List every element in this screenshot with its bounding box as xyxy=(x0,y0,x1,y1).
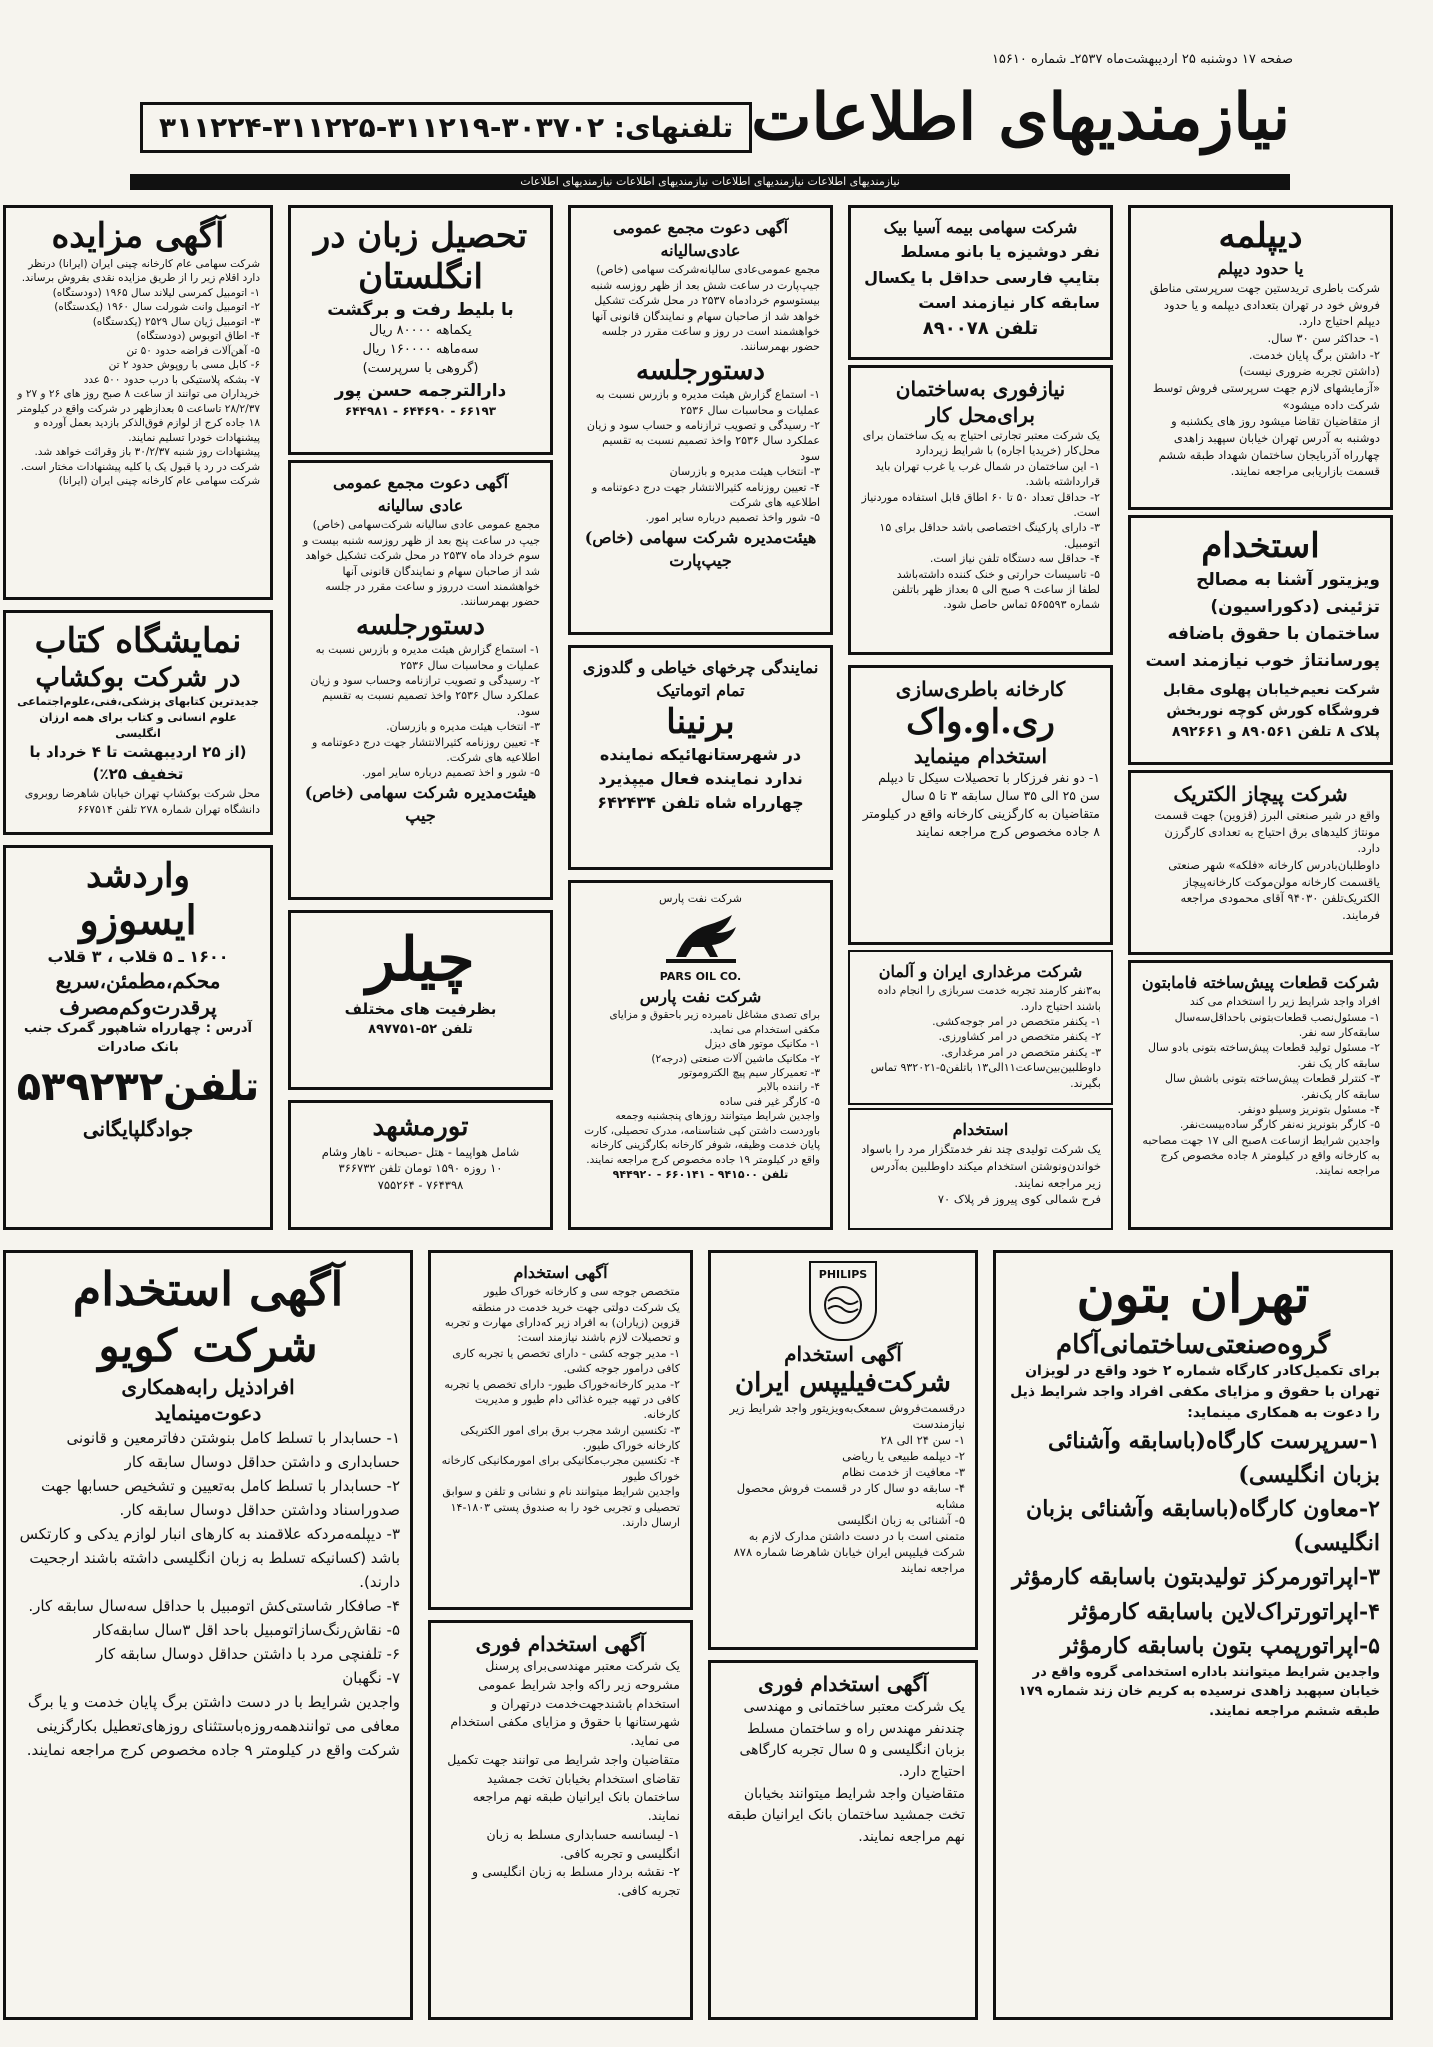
ad-ketab-body: جدیدترین کتابهای پزشکی،فنی،علوم‌اجتماعی علوم انسانی و کتاب برای همه ارزان انگلیسی xyxy=(17,695,259,741)
ad-famabeton xyxy=(1128,960,1393,1230)
pegasus-logo-icon xyxy=(581,911,820,965)
ad-pars-oil-logo-en: PARS OIL CO. xyxy=(659,969,742,983)
ad-chiller-brand: چیلر xyxy=(366,925,475,995)
ad-estekhdam-tolidi-title: استخدام xyxy=(952,1120,1009,1139)
ad-tehran-beton-item: ۲-معاون کارگاه(باسابقه وآشنائی بزبان انگلیسی) xyxy=(1026,1496,1380,1557)
ad-pichaz-title: شرکت پیچاز الکتریک xyxy=(1173,782,1348,806)
ad-batri-brand: ری.او.واک xyxy=(906,702,1055,742)
ad-isuzu-phone: تلفن۵۳۹۲۳۲ xyxy=(16,1063,260,1110)
ad-tahsil-phones: ۶۶۱۹۳ - ۶۴۴۶۹۰ - ۶۴۴۹۸۱ xyxy=(344,404,497,419)
ad-fori1-body: یک شرکت معتبر مهندسی‌برای پرسنل مشروحه زیر راکه واجد شرایط عمومی استخدام باشند‌جهت‌خدمت درتهران و شهرستانها با حقوق و مزایای مکفی استخدام می نماید. متقاضیان واجد شرایط می توانند جهت تکمیل تقاضای استخدام بخیابان تخت جمشید ساختمان بانک ایرانیان طبقه نهم مراجعه نمایند. ۱- لیسانسه حسابداری مسلط به زبان انگلیسی و تجربه کافی. ۲- نقشه بردار مسلط به زبان انگلیسی و تجربه کافی. xyxy=(447,1658,680,1898)
ad-isuzu-address: آدرس : چهارراه شاهپور گمرک جنب بانک صادرات xyxy=(23,1020,253,1055)
ad-koyo-subtitle: شرکت کویو xyxy=(98,1320,318,1372)
ad-fori1-title: آگهی استخدام فوری xyxy=(475,1632,646,1656)
ad-bernina-brand: برنینا xyxy=(666,702,735,743)
ad-pichaz-body: واقع در شیر صنعتی البرز (قزوین) جهت قسمت مونتاژ کلیدهای برق احتیاج به تعدادی کارگرزن دارد. داوطلبان‌بادرس کارخانه «فلکه» شهر صنعتی یاقسمت کارخانه مولن‌موکت کارخانه‌پیچاز الکتریک‌تلفن ۹۴۰۳۰ آقای محمودی مراجعه فرمایند. xyxy=(1154,808,1380,923)
ad-estekhdam3-title: آگهی استخدام xyxy=(513,1263,608,1282)
ad-pars-oil xyxy=(568,880,833,1230)
ad-bimeh-asia-body: نفر دوشیزه یا بانو مسلط بتایپ فارسی حداقل با یکسال سابقه کار نیازمند است xyxy=(864,242,1100,313)
ad-fori2-title: آگهی استخدام فوری xyxy=(758,1672,928,1696)
ad-tahsil-title: تحصیل زبان در انگلستان xyxy=(313,216,528,297)
ad-batri-body: ۱- دو نفر فرزکار با تحصیلات سیکل تا دیپلم سن ۲۵ الی ۳۵ سال سابقه ۳ تا ۵ سال متقاضیان به کارگزینی کارخانه واقع در کیلومتر ۸ جاده مخصوص کرج مراجعه نمایند xyxy=(862,769,1100,840)
ad-niazfori-body: یک شرکت معتبر تجارتی احتیاج به یک ساختمان برای محل‌کار (خریدیا اجاره) با شرایط زیردارد ۱- این ساختمان در شمال غرب یا غرب تهران باید قرارداشته باشد. ۲- حداقل تعداد ۵۰ تا ۶۰ اطاق قابل استفاده موردنیاز است. ۳- دارای پارکینگ اختصاصی باشد حداقل برای ۱۵ اتومبیل. ۴- حداقل سه دستگاه تلفن نیاز است. ۵- تاسیسات حرارتی و خنک کننده داشته‌باشد لطفا از ساعت ۹ صبح الی ۵ بعداز ظهر باتلفن شماره ۵۶۵۵۹۳ تماس حاصل شود. xyxy=(861,429,1100,612)
ad-tahsil-zaban xyxy=(288,205,553,455)
ad-diplomeh-body: شرکت باطری تریدستین جهت سرپرستی مناطق فروش خود در تهران بتعدادی دیپلمه و یا حدود دیپلم احتیاج دارد. ۱- حداکثر سن ۳۰ سال. ۲- داشتن برگ پایان خدمت. (داشتن تجربه ضروری نیست) «آزمایشهای لازم جهت سرپرستی فروش توسط شرکت داده میشود» از متقاضیان تقاضا میشود روز های یکشنبه و دوشنبه به آدرس تهران خیابان سپهبد زاهدی چهارراه آذربایجان ساختمان شهداد طبقه ششم قسمت بازاریابی مراجعه نمایند. xyxy=(1149,280,1380,479)
ad-majma1-signature: هیئت‌مدیره شرکت سهامی (خاص) جیپ‌پارت xyxy=(584,527,817,570)
ad-bernina-body: در شهرستانهائیکه نماینده ندارد نماینده فعال میپذیرد xyxy=(598,745,803,789)
ad-isuzu-name: جوادگلپایگانی xyxy=(82,1116,194,1141)
ad-tehran-beton-item: ۴-اپراتورتراک‌لاین باسابقه کارمؤثر xyxy=(1069,1598,1380,1625)
ad-bimeh-asia-phone: تلفن ۸۹۰۰۷۸ xyxy=(922,317,1039,339)
ad-tahsil-agency: دارالترجمه حسن پور xyxy=(334,380,507,401)
ad-estekhdam-naeim-title: استخدام xyxy=(1201,526,1320,566)
page-header-info: صفحه ۱۷ دوشنبه ۲۵ اردیبهشت‌ماه ۲۵۳۷ـ شماره ۱۵۶۱۰ xyxy=(991,52,1293,67)
ad-majma1-title: آگهی دعوت مجمع عمومی xyxy=(612,218,789,237)
ad-isuzu-line1: ۱۶۰۰ ـ ۵ قلاب ، ۳ قلاب xyxy=(47,946,229,966)
ad-bernina-address: چهارراه شاه تلفن ۶۴۲۴۳۴ xyxy=(597,793,804,813)
masthead xyxy=(130,80,1290,190)
ad-ketab xyxy=(3,610,273,835)
ad-pichaz xyxy=(1128,770,1393,955)
ad-pars-oil-title: شرکت نفت پارس xyxy=(639,986,762,1006)
ad-tahsil-line3: سه‌ماهه ۱۶۰۰۰۰ ریال xyxy=(362,342,479,358)
ad-tehran-beton-title: گروه‌صنعتی‌ساختمانی‌آکام xyxy=(1056,1329,1330,1360)
ad-philips-title: آگهی استخدام xyxy=(784,1342,902,1366)
ad-estekhdam-tolidi-body: یک شرکت تولیدی چند نفر خدمتگزار مرد را باسواد خواندن‌ونوشتن استخدام میکند داوطلبین به‌آدرس زیر مراجعه نمایند. فرح شمالی کوی پیروز فر پلاک ۷۰ xyxy=(861,1142,1101,1207)
ad-bimeh-asia xyxy=(848,205,1113,360)
ad-philips-body: درقسمت‌فروش سمعک‌به‌ویزیتور واجد شرایط زیر نیازمندست ۱- سن ۲۴ الی ۲۸ ۲- دیپلمه طبیعی یا ریاضی ۳- معافیت از خدمت نظام ۴- سابقه دو سال کار در قسمت فروش محصول مشابه ۵- آشنائی به زبان انگلیسی متمنی است با در دست داشتن مدارک لازم به شرکت فیلیپس ایران خیابان شاهرضا شماره ۸۷۸ مراجعه نمایند xyxy=(729,1400,965,1576)
ad-ketab-subtitle: در شرکت بوکشاپ xyxy=(35,662,241,693)
ad-tehran-beton xyxy=(993,1250,1393,2020)
ad-tahsil-line2: یکماهه ۸۰۰۰۰ ریال xyxy=(369,323,472,339)
ad-batri-subtitle: استخدام مینماید xyxy=(913,743,1048,768)
ad-koyo xyxy=(3,1250,413,2020)
ad-majma2-body: مجمع عمومی عادی سالیانه شرکت‌سهامی (خاص) جیپ در ساعت پنج بعد از ظهر روزسه شنبه بیست و سوم خرداد ماه ۲۵۳۷ در محل شرکت تشکیل خواهد شد از صاحبان سهام و نمایندگان قانونی آنها خواهشمند است درروز و ساعت مقرر در جلسه حضور بهمرسانند. xyxy=(302,518,540,609)
ad-tahsil-line4: (گروهی با سرپرست) xyxy=(362,360,479,376)
ad-majma2-agenda-title: دستورجلسه xyxy=(355,610,485,641)
ad-niazfori-title: نیازفوری به‌ساختمان برای‌محل کار xyxy=(895,377,1066,427)
ad-morghdari xyxy=(848,950,1113,1105)
ad-estekhdam-naeim-address: شرکت نعیم‌خیابان پهلوی مقابل فروشگاه کورش کوچه نوربخش پلاک ۸ تلفن ۸۹۰۵۶۱ و ۸۹۲۶۶۱ xyxy=(1162,681,1380,740)
ad-majma2-title: آگهی دعوت مجمع عمومی xyxy=(332,473,509,492)
ad-niazfori-sakhteman xyxy=(848,365,1113,655)
ad-koyo-line2: دعوت‌مینماید xyxy=(154,1400,262,1425)
masthead-title: نیازمندیهای اطلاعات xyxy=(751,80,1290,155)
ad-majma1-body: مجمع عمومی‌عادی سالیانه‌شرکت سهامی (خاص) جیپ‌پارت در ساعت شش بعد از ظهر روزسه شنبه بیستوسوم خرداد‌ماه ۲۵۳۷ در محل شرکت تشکیل خواهد شد از صاحبان سهام و نمایندگان قانونی آنها خواهشمند است در روز و ساعت مقرر در جلسه حضور بهمرسانند. xyxy=(590,263,820,354)
ad-tehran-beton-item: ۵-اپراتورپمپ بتون باسابقه کارمؤثر xyxy=(1060,1632,1380,1659)
ad-morghdari-body: به‌۳نفر کارمند تجربه خدمت سربازی را انجام داده باشند احتیاج دارد. ۱- یکنفر متخصص در امر جوجه‌کشی. ۲- یکنفر متخصص در امر کشاورزی. ۳- یکنفر متخصص در امر مرغداری. داوطلبین‌بین‌ساعت۱۱الی۱۳ باتلفن۵-۹۳۲۰۲۱ تماس بگیرند. xyxy=(870,984,1101,1090)
ad-majma2-subtitle: عادی سالیانه xyxy=(377,496,464,516)
ad-estekhdam-morgh xyxy=(428,1250,693,1610)
ad-ketab-address: محل شرکت بوکشاپ تهران خیابان شاهرضا روبروی دانشگاه تهران شماره ۲۷۸ تلفن ۶۶۷۵۱۴ xyxy=(24,786,260,816)
ad-mozayedeh xyxy=(3,205,273,600)
ad-bernina-title: نمایندگی چرخهای خیاطی و گلدوزی تمام اتوماتیک xyxy=(582,658,819,701)
ad-batri-rayovac xyxy=(848,665,1113,945)
masthead-phones: تلفنهای: ۳۰۳۷۰۲-۳۱۱۲۱۹-۳۱۱۲۲۵-۳۱۱۲۲۴ xyxy=(140,102,752,153)
ad-pars-oil-body: برای تصدی مشاغل نامبرده زیر باحقوق و مزایای مکفی استخدام می نماید. ۱- مکانیک موتور های دیزل ۲- مکانیک ماشین آلات صنعتی (درجه۲) ۳- تعمیرکار سیم پیچ الکتروموتور ۴- راننده بالابر ۵- کارگر غیر فنی ساده واجدین شرایط میتوانند روزهای پنجشنبه وجمعه باوردست داشتن کپی شناسنامه، مدرک تحصیلی، کارت پایان خدمت وظیفه، شوفر کارخانه بکارگزینی کارخانه واقع در کیلومتر ۱۹ جاده مخصوص کرج مراجعه نمایند. xyxy=(584,1009,820,1166)
ad-tehran-beton-footer: واجدین شرایط میتوانند باداره استخدامی گروه واقع در خیابان سپهبد زاهدی نرسیده به کریم خان زند شماره ۱۷۹ طبقه ششم مراجعه نمایند. xyxy=(1018,1664,1380,1719)
ad-majma1-agenda: ۱- استماع گزارش هیئت مدیره و بازرس نسبت به عملیات و محاسبات سال ۲۵۳۶ ۲- رسیدگی و تصویب ترازنامه و حساب سود و زیان عملکرد سال ۲۵۳۶ واخذ تصمیم نسبت به تقسیم سود ۳- انتخاب هیئت مدیره و بازرسان ۴- تعیین روزنامه کثیرالانتشار جهت درج دعوتنامه و اطلاعیه های شرکت ۵- شور واخذ تصمیم درباره سایر امور. xyxy=(586,388,820,525)
ad-pars-oil-phones: تلفن ۹۴۱۵۰۰ - ۶۶۰۱۴۱ - ۹۴۴۹۲۰ xyxy=(612,1168,789,1182)
ad-mozayedeh-title: آگهی مزایده xyxy=(51,216,225,256)
ad-chiller xyxy=(288,910,553,1090)
ad-tehran-beton-intro: برای تکمیل‌کادر کارگاه شماره ۲ خود واقع در لویزان تهران با حقوق و مزایای مکفی افراد واجد شرایط ذیل را دعوت به همکاری مینماید: xyxy=(1010,1363,1380,1422)
ad-majma-jeeppart xyxy=(568,205,833,635)
ad-pars-oil-logo-text: شرکت نفت پارس xyxy=(659,892,742,905)
ad-estekhdam-naeim-body: ویزیتور آشنا به مصالح تزئینی (دکوراسیون) ساختمان با حقوق باضافه پورسانتاژ خوب نیازمند است xyxy=(1145,569,1380,672)
ad-famabeton-body: افراد واجد شرایط زیر را استخدام می کند ۱- مسئول‌نصب قطعات‌بتونی باحداقل‌سه‌سال سابقه‌کار سه نفر. ۲- مسئول تولید قطعات پیش‌ساخته بتونی بادو سال سابقه کار یک نفر. ۳- کنترلر قطعات پیش‌ساخته بتونی باشش سال سابقه کار یک‌نفر. ۴- مسئول بتونریز وسیلو دونفر. ۵- کارگر بتونریز نه‌نفر کارگر ساده‌بیست‌نفر. واجدین شرایط ازساعت ۸صبح الی ۱۷ جهت مصاحبه به کارخانه واقع در کیلومتر ۸ جاده مخصوص کرج مراجعه نمایند. xyxy=(1142,995,1380,1178)
ad-bimeh-asia-title: شرکت سهامی بیمه آسیا بیک xyxy=(883,218,1078,237)
ad-koyo-line1: افرادذیل رابه‌همکاری xyxy=(121,1374,295,1399)
ad-tehran-beton-item: ۱-سرپرست کارگاه(باسابقه وآشنائی بزبان انگلیسی) xyxy=(1047,1428,1380,1489)
philips-logo-icon: PHILIPS xyxy=(809,1261,877,1341)
ad-batri-title: کارخانه باطری‌سازی xyxy=(895,677,1066,701)
ad-fori-sakhtemani xyxy=(708,1660,978,2020)
ad-fori-mohandesi xyxy=(428,1620,693,2020)
masthead-strip: نیازمندیهای اطلاعات نیازمندیهای اطلاعات نیازمندیهای اطلاعات نیازمندیهای اطلاعات xyxy=(130,174,1290,190)
ad-mozayedeh-body: شرکت سهامی عام کارخانه چینی ایران (ایرانا) درنظر دارد اقلام زیر را از طریق مزایده نقدی بفروش برساند. ۱- اتومبیل کمرسی لیلاند سال ۱۹۶۵ (دودستگاه) ۲- اتومبیل وانت شورلت سال ۱۹۶۰ (یکدستگاه) ۳- اتومبیل ژیان سال ۲۵۲۹ (یکدستگاه) ۴- اطاق اتوبوس (دودستگاه) ۵- آهن‌آلات فراضه حدود ۵۰ تن ۶- کابل مسی با روپوش حدود ۲ تن ۷- بشکه پلاستیکی با درب حدود ۵۰۰ عدد خریداران می توانند از ساعت ۸ صبح روز های ۲۶ و ۲۷ و ۲۸/۲/۳۷ تاساعت ۵ بعدازظهر در شرکت واقع در کیلومتر ۱۸ جاده کرج از لوازم فوق‌الذکر بازدید بعمل آورده و پیشنهادات خودرا تسلیم نمایند. پیشنهادات روز شنبه ۳۰/۲/۳۷ باز وقرائت خواهد شد. شرکت در رد یا قبول یک یا کلیه پیشنهادات مختار است. xyxy=(17,257,260,473)
ad-tehran-beton-list xyxy=(1006,1424,1380,1663)
ad-estekhdam-naeim xyxy=(1128,515,1393,765)
ad-isuzu-line2: محکم،مطمئن،سریع xyxy=(55,968,221,993)
ad-morghdari-title: شرکت مرغداری ایران و آلمان xyxy=(878,962,1083,981)
ad-diplomeh xyxy=(1128,205,1393,510)
ad-bernina xyxy=(568,645,833,870)
ad-ketab-dates: (از ۲۵ اردیبهشت تا ۴ خرداد با تخفیف ۲۵٪) xyxy=(29,743,247,783)
ad-ketab-title: نمایشگاه کتاب xyxy=(34,621,242,661)
ad-estekhdam3-body: متخصص جوجه سی و کارخانه خوراک طیور یک شرکت دولتی جهت خرید خدمت در منطقه قزوین (زیاران) به افراد زیر که‌دارای مهارت و تجربه و تحصیلات لازم باشند نیازمند است: ۱- مدیر جوجه کشی - دارای تخصص یا تجربه کاری کافی درامور جوجه کشی. ۲- مدیر کارخانه‌خوراک طیور- دارای تخصص یا تجربه کافی در تهیه جیره غذائی دام طیور و مدیریت کارخانه. ۳- تکنسین ارشد مجرب برق برای امور الکتریکی کارخانه خوراک طیور. ۴- تکنسین مجرب‌مکانیکی برای امورمکانیکی کارخانه خوراک طیور واجدین شرایط میتوانند نام و نشانی و تلفن و سوابق تحصیلی و تجربی خود را به صندوق پستی ۱۸۰۳-۱۴ ارسال دارند. xyxy=(441,1285,680,1530)
ad-isuzu-title: واردشد xyxy=(86,856,190,896)
ad-chiller-body: بظرفیت های مختلف xyxy=(344,1000,497,1018)
ad-fori2-body: یک شرکت معتبر ساختمانی و مهندسی چندنفر مهندس راه و ساختمان مسلط بزبان انگلیسی و ۵ سال تجربه کارگاهی احتیاج دارد. متقاضیان واجد شرایط میتوانند بخیابان تخت جمشید ساختمان بانک ایرانیان طبقه نهم مراجعه نمایند. xyxy=(727,1699,965,1846)
ad-isuzu-line3: پرقدرت‌وکم‌مصرف xyxy=(59,994,217,1019)
ad-tour-mashhad-body: شامل هواپیما - هتل -صبحانه - ناهار وشام ۱۰ روزه ۱۵۹۰ تومان تلفن ۳۶۶۷۳۲ ۷۶۴۳۹۸ - ۷۵۵۲۶۴ xyxy=(321,1144,520,1192)
ad-tehran-beton-brand: تهران بتون xyxy=(1076,1264,1310,1325)
ad-majma-jeep xyxy=(288,460,553,900)
ad-tour-mashhad-title: تورمشهد xyxy=(372,1112,469,1142)
ad-famabeton-title: شرکت قطعات پیش‌ساخته فامابتون xyxy=(1141,973,1380,992)
ad-koyo-body: ۱- حسابدار با تسلط کامل بنوشتن دفاترمعین و قانونی حسابداری و داشتن حداقل دوسال سابقه کار ۲- حسابدار با تسلط کامل به‌تعیین و تشخیص حسابها جهت صدوراسناد وداشتن حداقل دوسال سابقه کار. ۳- دیپلمه‌مردکه علاقمند به کارهای انبار لوازم یدکی و کارتکس باشد (کسانیکه تسلط به زبان انگلیسی داشته باشند ارجحیت دارند). ۴- صافکار شاستی‌کش اتومبیل با حداقل سه‌سال سابقه کار. ۵- نقاش‌رنگ‌سازاتومبیل باحد اقل ۳سال سابقه‌کار ۶- تلفنچی مرد با داشتن حداقل دوسال سابقه کار ۷- نگهبان واجدین شرایط با در دست داشتن برگ پایان خدمت و یا برگ معافی می توانندهمه‌روزه‌باستثنای روزهای‌تعطیل بکارگزینی شرکت واقع در کیلومتر ۹ جاده مخصوص کرج مراجعه نمایند. xyxy=(19,1428,400,1759)
ad-tahsil-line1: با بلیط رفت و برگشت xyxy=(327,299,514,320)
ad-estekhdam-tolidi xyxy=(848,1108,1113,1230)
ad-philips-subtitle: شرکت‌فیلیپس ایران xyxy=(735,1368,951,1398)
ad-isuzu xyxy=(3,845,273,1230)
ad-diplomeh-subtitle: یا حدود دیپلم xyxy=(1217,258,1304,278)
ad-tehran-beton-item: ۳-اپراتورمرکز تولیدبتون باسابقه کارمؤثر xyxy=(1012,1564,1380,1591)
ad-majma1-subtitle: عادی‌سالیانه xyxy=(660,241,741,261)
ad-philips xyxy=(708,1250,978,1650)
ad-mozayedeh-signature: شرکت سهامی عام کارخانه چینی ایران (ایرانا) xyxy=(58,475,260,488)
ad-isuzu-brand: ایسوزو xyxy=(79,896,197,944)
ad-majma2-agenda: ۱- استماع گزارش هیئت مدیره و بازرس نسبت به عملیات و محاسبات سال ۲۵۳۶ ۲- رسیدگی و تصویب ترازنامه وحساب سود و زیان عملکرد سال ۲۵۳۶ واخذ تصمیم نسبت به تقسیم سود. ۳- انتخاب هیئت مدیره و بازرسان. ۴- تعیین روزنامه کثیرالانتشار جهت درج دعوتنامه و اطلاعیه های شرکت. ۵- شور و اخذ تصمیم درباره سایر امور. xyxy=(310,643,540,780)
ad-majma1-agenda-title: دستورجلسه xyxy=(635,355,765,386)
ad-koyo-title: آگهی استخدام xyxy=(72,1262,344,1316)
ad-diplomeh-title: دیپلمه xyxy=(1218,216,1303,256)
ad-majma2-signature: هیئت‌مدیره شرکت سهامی (خاص) جیپ xyxy=(304,782,537,825)
ad-chiller-phone: تلفن ۵۲-۸۹۷۷۵۱ xyxy=(368,1021,473,1037)
ad-tour-mashhad xyxy=(288,1100,553,1230)
